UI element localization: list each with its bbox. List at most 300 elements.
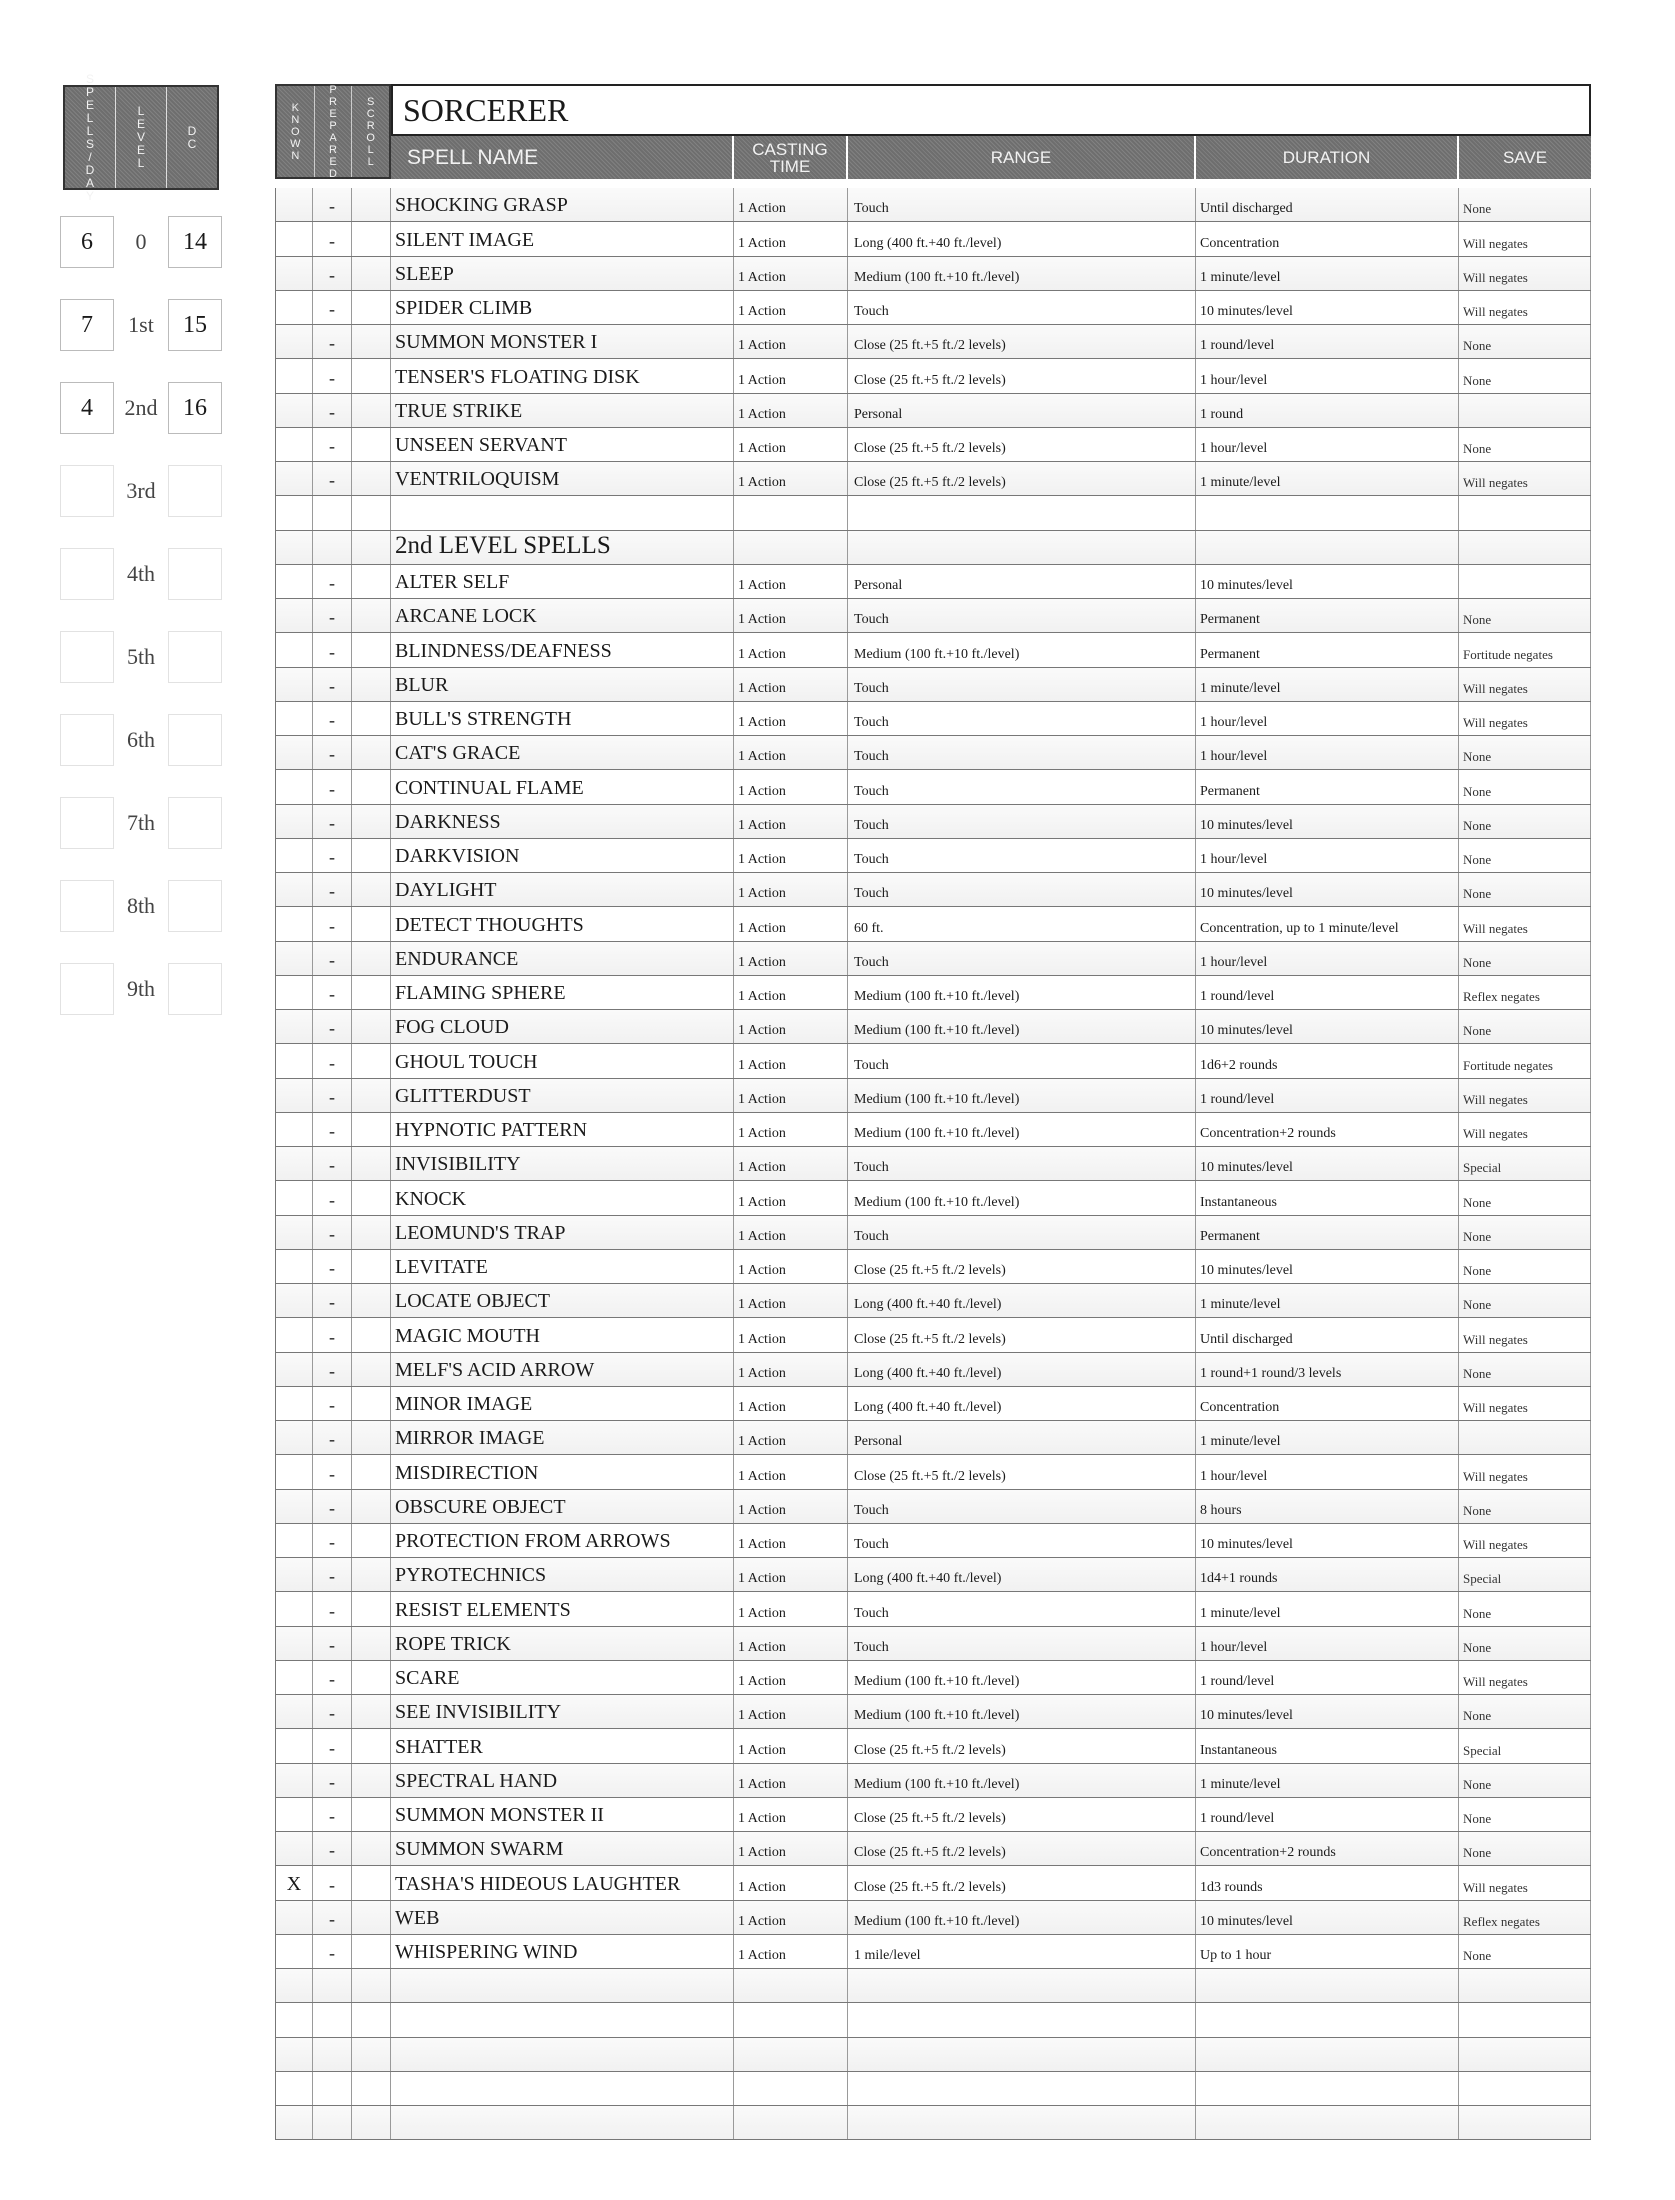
scroll-checkbox[interactable] — [352, 1935, 391, 1968]
casting-time: 1 Action — [734, 976, 848, 1009]
known-checkbox[interactable] — [275, 805, 313, 838]
known-checkbox[interactable] — [275, 770, 313, 803]
known-checkbox[interactable] — [275, 1044, 313, 1077]
spell-row — [275, 1147, 1591, 1181]
spell-duration: Up to 1 hour — [1196, 1935, 1459, 1968]
known-checkbox[interactable] — [275, 257, 313, 290]
scroll-checkbox[interactable] — [352, 1764, 391, 1797]
header-letter: N — [291, 113, 300, 126]
known-checkbox[interactable] — [275, 702, 313, 735]
spell-range: Medium (100 ft.+10 ft./level) — [848, 976, 1196, 1009]
known-checkbox[interactable] — [275, 291, 313, 324]
prepared-checkbox[interactable]: - — [313, 1490, 352, 1523]
spell-duration: 10 minutes/level — [1196, 1250, 1459, 1283]
spell-name: FLAMING SPHERE — [391, 976, 734, 1009]
spell-row — [275, 565, 1591, 599]
scroll-checkbox[interactable] — [352, 188, 391, 221]
scroll-checkbox[interactable] — [352, 394, 391, 427]
scroll-checkbox[interactable] — [352, 1250, 391, 1283]
scroll-checkbox[interactable] — [352, 1387, 391, 1420]
spell-row — [275, 1764, 1591, 1798]
scroll-checkbox[interactable] — [352, 1216, 391, 1249]
prepared-checkbox[interactable]: - — [313, 1661, 352, 1694]
known-checkbox[interactable] — [275, 1558, 313, 1591]
prepared-checkbox[interactable]: - — [313, 1455, 352, 1488]
known-checkbox[interactable] — [275, 599, 313, 632]
prepared-checkbox[interactable]: - — [313, 1147, 352, 1180]
column-header-row — [391, 136, 1591, 179]
scroll-checkbox[interactable] — [352, 531, 391, 564]
spell-level-row — [60, 959, 222, 1019]
saving-throw — [1459, 2106, 1591, 2139]
spell-name: PROTECTION FROM ARROWS — [391, 1524, 734, 1557]
spells-per-day-field[interactable] — [60, 797, 114, 849]
known-checkbox[interactable] — [275, 394, 313, 427]
saving-throw — [1459, 1969, 1591, 2002]
known-checkbox[interactable] — [275, 907, 313, 940]
prepared-checkbox[interactable]: - — [313, 1250, 352, 1283]
spells-per-day-field[interactable] — [60, 714, 114, 766]
known-checkbox[interactable] — [275, 1318, 313, 1351]
saving-throw: None — [1459, 1010, 1591, 1043]
known-checkbox[interactable] — [275, 1353, 313, 1386]
known-checkbox[interactable] — [275, 668, 313, 701]
spell-range: 1 mile/level — [848, 1935, 1196, 1968]
spell-duration: Until discharged — [1196, 188, 1459, 221]
prepared-checkbox[interactable]: - — [313, 736, 352, 769]
saving-throw: None — [1459, 1181, 1591, 1214]
known-checkbox[interactable] — [275, 462, 313, 495]
save-dc-field[interactable]: 16 — [168, 382, 222, 434]
scroll-checkbox[interactable] — [352, 1798, 391, 1831]
prepared-checkbox[interactable]: - — [313, 633, 352, 666]
scroll-checkbox[interactable] — [352, 1592, 391, 1625]
spell-duration: 10 minutes/level — [1196, 291, 1459, 324]
spell-name: BULL'S STRENGTH — [391, 702, 734, 735]
save-dc-field[interactable] — [168, 963, 222, 1015]
spells-per-day-field[interactable] — [60, 631, 114, 683]
prepared-checkbox[interactable]: - — [313, 1010, 352, 1043]
casting-time: 1 Action — [734, 1284, 848, 1317]
known-checkbox[interactable] — [275, 496, 313, 529]
spell-range: Medium (100 ft.+10 ft./level) — [848, 257, 1196, 290]
scroll-checkbox[interactable] — [352, 496, 391, 529]
saving-throw — [1459, 1421, 1591, 1454]
scroll-checkbox[interactable] — [352, 599, 391, 632]
scroll-checkbox[interactable] — [352, 257, 391, 290]
known-checkbox[interactable] — [275, 325, 313, 358]
spell-name — [391, 2038, 734, 2071]
prepared-checkbox[interactable]: - — [313, 565, 352, 598]
known-checkbox[interactable] — [275, 1010, 313, 1043]
known-checkbox[interactable] — [275, 942, 313, 975]
prepared-checkbox[interactable]: - — [313, 1216, 352, 1249]
known-checkbox[interactable] — [275, 873, 313, 906]
known-checkbox[interactable] — [275, 1969, 313, 2002]
spell-row — [275, 2038, 1591, 2072]
spell-duration — [1196, 1969, 1459, 2002]
known-checkbox[interactable] — [275, 1524, 313, 1557]
prepared-checkbox[interactable]: - — [313, 805, 352, 838]
scroll-checkbox[interactable] — [352, 1866, 391, 1899]
scroll-checkbox[interactable] — [352, 839, 391, 872]
casting-time — [734, 496, 848, 529]
spell-range: Long (400 ft.+40 ft./level) — [848, 222, 1196, 255]
scroll-checkbox[interactable] — [352, 1044, 391, 1077]
known-checkbox[interactable] — [275, 1798, 313, 1831]
scroll-checkbox[interactable] — [352, 1524, 391, 1557]
spell-level-label: 3rd — [126, 478, 156, 503]
known-checkbox[interactable] — [275, 2072, 313, 2105]
known-checkbox[interactable] — [275, 839, 313, 872]
prepared-checkbox[interactable]: - — [313, 257, 352, 290]
scroll-checkbox[interactable] — [352, 1627, 391, 1660]
prepared-checkbox[interactable]: - — [313, 1764, 352, 1797]
spell-range: Touch — [848, 668, 1196, 701]
saving-throw: None — [1459, 1284, 1591, 1317]
prepared-checkbox[interactable]: - — [313, 770, 352, 803]
scroll-checkbox[interactable] — [352, 1969, 391, 2002]
spell-range: Personal — [848, 565, 1196, 598]
prepared-checkbox[interactable]: - — [313, 1318, 352, 1351]
saving-throw: Will negates — [1459, 668, 1591, 701]
scroll-checkbox[interactable] — [352, 1832, 391, 1865]
prepared-checkbox[interactable]: - — [313, 188, 352, 221]
prepared-checkbox[interactable]: - — [313, 222, 352, 255]
spell-row — [275, 1558, 1591, 1592]
prepared-checkbox[interactable]: - — [313, 1935, 352, 1968]
prepared-checkbox[interactable]: - — [313, 907, 352, 940]
spell-range: Medium (100 ft.+10 ft./level) — [848, 1695, 1196, 1728]
known-checkbox[interactable] — [275, 1284, 313, 1317]
spell-duration: 1 round/level — [1196, 1798, 1459, 1831]
spell-range — [848, 1969, 1196, 2002]
casting-time: 1 Action — [734, 428, 848, 461]
spell-name: DARKNESS — [391, 805, 734, 838]
scroll-checkbox[interactable] — [352, 1490, 391, 1523]
save-dc-field[interactable] — [168, 465, 222, 517]
scroll-checkbox[interactable] — [352, 2106, 391, 2139]
prepared-checkbox[interactable]: - — [313, 1832, 352, 1865]
spell-range: Close (25 ft.+5 ft./2 levels) — [848, 462, 1196, 495]
spell-duration: 1 hour/level — [1196, 736, 1459, 769]
scroll-checkbox[interactable] — [352, 1284, 391, 1317]
prepared-checkbox[interactable]: - — [313, 1866, 352, 1899]
known-checkbox[interactable] — [275, 1695, 313, 1728]
prepared-checkbox[interactable]: - — [313, 462, 352, 495]
scroll-checkbox[interactable] — [352, 565, 391, 598]
spell-level-label: 9th — [126, 976, 156, 1001]
saving-throw: Reflex negates — [1459, 976, 1591, 1009]
save-dc-field[interactable]: 15 — [168, 299, 222, 351]
scroll-checkbox[interactable] — [352, 291, 391, 324]
scroll-checkbox[interactable] — [352, 1421, 391, 1454]
spell-row — [275, 907, 1591, 941]
scroll-checkbox[interactable] — [352, 2003, 391, 2036]
save-dc-field[interactable] — [168, 548, 222, 600]
known-checkbox[interactable] — [275, 1627, 313, 1660]
known-checkbox[interactable] — [275, 222, 313, 255]
duration-header: DURATION — [1196, 136, 1459, 179]
spell-name — [391, 2003, 734, 2036]
known-checkbox[interactable] — [275, 1387, 313, 1420]
prepared-checkbox[interactable] — [313, 496, 352, 529]
spell-name: SUMMON MONSTER II — [391, 1798, 734, 1831]
prepared-checkbox[interactable]: - — [313, 359, 352, 392]
casting-time: 1 Action — [734, 462, 848, 495]
saving-throw: Will negates — [1459, 1318, 1591, 1351]
prepared-checkbox[interactable]: - — [313, 1284, 352, 1317]
prepared-checkbox[interactable]: - — [313, 1558, 352, 1591]
prepared-checkbox[interactable]: - — [313, 1044, 352, 1077]
prepared-checkbox[interactable]: - — [313, 394, 352, 427]
prepared-checkbox[interactable]: - — [313, 1387, 352, 1420]
spells-per-day-field[interactable] — [60, 465, 114, 517]
prepared-checkbox[interactable]: - — [313, 599, 352, 632]
prepared-checkbox[interactable]: - — [313, 873, 352, 906]
casting-time: 1 Action — [734, 770, 848, 803]
level-header — [116, 87, 167, 188]
scroll-checkbox[interactable] — [352, 1661, 391, 1694]
spells-per-day-field[interactable] — [60, 963, 114, 1015]
spell-range — [848, 2003, 1196, 2036]
spell-range: Touch — [848, 702, 1196, 735]
spell-name: SLEEP — [391, 257, 734, 290]
scroll-checkbox[interactable] — [352, 1010, 391, 1043]
prepared-checkbox[interactable]: - — [313, 1798, 352, 1831]
prepared-checkbox[interactable]: - — [313, 1421, 352, 1454]
scroll-checkbox[interactable] — [352, 873, 391, 906]
scroll-checkbox[interactable] — [352, 702, 391, 735]
prepared-checkbox[interactable] — [313, 2003, 352, 2036]
known-checkbox[interactable] — [275, 1113, 313, 1146]
prepared-checkbox[interactable] — [313, 2106, 352, 2139]
header-letter: L — [86, 110, 94, 125]
spell-name: GHOUL TOUCH — [391, 1044, 734, 1077]
spell-duration: 1 minute/level — [1196, 1284, 1459, 1317]
known-checkbox[interactable] — [275, 1832, 313, 1865]
known-checkbox[interactable] — [275, 1147, 313, 1180]
saving-throw: None — [1459, 1798, 1591, 1831]
header-letter: Y — [85, 188, 94, 203]
saving-throw: None — [1459, 839, 1591, 872]
known-checkbox[interactable] — [275, 565, 313, 598]
scroll-checkbox[interactable] — [352, 2072, 391, 2105]
scroll-checkbox[interactable] — [352, 2038, 391, 2071]
spell-range: Medium (100 ft.+10 ft./level) — [848, 1079, 1196, 1112]
spell-duration: 1 hour/level — [1196, 839, 1459, 872]
spell-name: TENSER'S FLOATING DISK — [391, 359, 734, 392]
prepared-checkbox[interactable]: - — [313, 1524, 352, 1557]
scroll-checkbox[interactable] — [352, 1353, 391, 1386]
spell-name: DETECT THOUGHTS — [391, 907, 734, 940]
scroll-checkbox[interactable] — [352, 1147, 391, 1180]
casting-time: 1 Action — [734, 1010, 848, 1043]
spell-row — [275, 1935, 1591, 1969]
prepared-checkbox[interactable]: - — [313, 1729, 352, 1762]
known-checkbox[interactable] — [275, 428, 313, 461]
prepared-checkbox[interactable]: - — [313, 1695, 352, 1728]
scroll-checkbox[interactable] — [352, 428, 391, 461]
casting-time: 1 Action — [734, 1901, 848, 1934]
scroll-checkbox[interactable] — [352, 1901, 391, 1934]
scroll-checkbox[interactable] — [352, 633, 391, 666]
spell-duration: 10 minutes/level — [1196, 1695, 1459, 1728]
known-checkbox[interactable] — [275, 1592, 313, 1625]
known-checkbox[interactable] — [275, 2003, 313, 2036]
spell-range: Touch — [848, 1216, 1196, 1249]
known-checkbox[interactable] — [275, 1216, 313, 1249]
prepared-checkbox[interactable]: - — [313, 291, 352, 324]
spell-level-label: 1st — [128, 312, 154, 337]
prepared-checkbox[interactable]: - — [313, 1592, 352, 1625]
scroll-header — [352, 86, 389, 177]
saving-throw — [1459, 496, 1591, 529]
scroll-checkbox[interactable] — [352, 1695, 391, 1728]
scroll-checkbox[interactable] — [352, 668, 391, 701]
prepared-checkbox[interactable]: - — [313, 1627, 352, 1660]
prepared-checkbox[interactable] — [313, 531, 352, 564]
save-dc-field[interactable]: 14 — [168, 216, 222, 268]
known-checkbox[interactable] — [275, 976, 313, 1009]
spell-name: VENTRILOQUISM — [391, 462, 734, 495]
prepared-checkbox[interactable] — [313, 2038, 352, 2071]
prepared-checkbox[interactable]: - — [313, 1181, 352, 1214]
spell-range: Touch — [848, 770, 1196, 803]
save-dc-field[interactable] — [168, 714, 222, 766]
scroll-checkbox[interactable] — [352, 1181, 391, 1214]
known-checkbox[interactable] — [275, 633, 313, 666]
prepared-checkbox[interactable]: - — [313, 942, 352, 975]
spells-per-day-field[interactable]: 7 — [60, 299, 114, 351]
spell-name: DARKVISION — [391, 839, 734, 872]
known-checkbox[interactable] — [275, 1490, 313, 1523]
scroll-checkbox[interactable] — [352, 976, 391, 1009]
spell-range: Touch — [848, 291, 1196, 324]
casting-time: 1 Action — [734, 1592, 848, 1625]
casting-time: 1 Action — [734, 257, 848, 290]
spell-duration: 1 minute/level — [1196, 1421, 1459, 1454]
spell-duration: Instantaneous — [1196, 1181, 1459, 1214]
spell-duration: 1 minute/level — [1196, 1764, 1459, 1797]
casting-time: 1 Action — [734, 325, 848, 358]
prepared-checkbox[interactable]: - — [313, 702, 352, 735]
scroll-checkbox[interactable] — [352, 359, 391, 392]
header-letter: N — [291, 149, 300, 162]
prepared-checkbox[interactable]: - — [313, 1113, 352, 1146]
saving-throw: None — [1459, 428, 1591, 461]
spell-range: Touch — [848, 1592, 1196, 1625]
known-checkbox[interactable] — [275, 1250, 313, 1283]
known-checkbox[interactable] — [275, 1901, 313, 1934]
casting-time: 1 Action — [734, 1216, 848, 1249]
spell-name: SILENT IMAGE — [391, 222, 734, 255]
prepared-checkbox[interactable]: - — [313, 325, 352, 358]
spell-level-label: 6th — [126, 727, 156, 752]
saving-throw: Will negates — [1459, 702, 1591, 735]
prepared-checkbox[interactable]: - — [313, 1079, 352, 1112]
save-dc-field[interactable] — [168, 631, 222, 683]
save-dc-field[interactable] — [168, 880, 222, 932]
known-checkbox[interactable] — [275, 1079, 313, 1112]
known-checkbox[interactable] — [275, 531, 313, 564]
known-checkbox[interactable]: X — [275, 1866, 313, 1899]
scroll-checkbox[interactable] — [352, 1079, 391, 1112]
casting-time: 1 Action — [734, 291, 848, 324]
scroll-checkbox[interactable] — [352, 942, 391, 975]
spell-row — [275, 1250, 1591, 1284]
header-letter: E — [136, 117, 145, 131]
known-checkbox[interactable] — [275, 188, 313, 221]
casting-time: 1 Action — [734, 1490, 848, 1523]
scroll-checkbox[interactable] — [352, 736, 391, 769]
spell-name: MISDIRECTION — [391, 1455, 734, 1488]
save-dc-field[interactable] — [168, 797, 222, 849]
known-checkbox[interactable] — [275, 1729, 313, 1762]
spells-per-day-field[interactable]: 4 — [60, 382, 114, 434]
spell-duration: 10 minutes/level — [1196, 1901, 1459, 1934]
scroll-checkbox[interactable] — [352, 1729, 391, 1762]
spell-range: Medium (100 ft.+10 ft./level) — [848, 1181, 1196, 1214]
scroll-checkbox[interactable] — [352, 805, 391, 838]
known-checkbox[interactable] — [275, 1661, 313, 1694]
known-checkbox[interactable] — [275, 1421, 313, 1454]
scroll-checkbox[interactable] — [352, 1318, 391, 1351]
header-letter: S — [85, 71, 94, 86]
spell-row — [275, 1044, 1591, 1078]
known-checkbox[interactable] — [275, 359, 313, 392]
known-checkbox[interactable] — [275, 2106, 313, 2139]
spells-per-day-field[interactable] — [60, 880, 114, 932]
casting-time: 1 Action — [734, 1935, 848, 1968]
scroll-checkbox[interactable] — [352, 1558, 391, 1591]
prepared-checkbox[interactable]: - — [313, 976, 352, 1009]
spell-name: ENDURANCE — [391, 942, 734, 975]
scroll-checkbox[interactable] — [352, 1455, 391, 1488]
scroll-checkbox[interactable] — [352, 907, 391, 940]
scroll-checkbox[interactable] — [352, 222, 391, 255]
prepared-checkbox[interactable]: - — [313, 668, 352, 701]
prepared-checkbox[interactable]: - — [313, 428, 352, 461]
spells-per-day-field[interactable] — [60, 548, 114, 600]
known-checkbox[interactable] — [275, 1455, 313, 1488]
known-checkbox[interactable] — [275, 736, 313, 769]
known-checkbox[interactable] — [275, 1764, 313, 1797]
scroll-checkbox[interactable] — [352, 770, 391, 803]
prepared-checkbox[interactable]: - — [313, 1353, 352, 1386]
spells-per-day-field[interactable]: 6 — [60, 216, 114, 268]
prepared-checkbox[interactable] — [313, 2072, 352, 2105]
prepared-checkbox[interactable]: - — [313, 839, 352, 872]
scroll-checkbox[interactable] — [352, 1113, 391, 1146]
spell-level-row — [60, 544, 222, 604]
header-letter: R — [366, 119, 375, 132]
known-checkbox[interactable] — [275, 1935, 313, 1968]
spell-row — [275, 599, 1591, 633]
known-checkbox[interactable] — [275, 1181, 313, 1214]
prepared-checkbox[interactable] — [313, 1969, 352, 2002]
spell-duration: Until discharged — [1196, 1318, 1459, 1351]
scroll-checkbox[interactable] — [352, 462, 391, 495]
scroll-checkbox[interactable] — [352, 325, 391, 358]
spell-name: SHOCKING GRASP — [391, 188, 734, 221]
known-checkbox[interactable] — [275, 2038, 313, 2071]
spell-row — [275, 188, 1591, 222]
spell-name: BLUR — [391, 668, 734, 701]
spell-range: Touch — [848, 736, 1196, 769]
spell-row — [275, 1387, 1591, 1421]
prepared-checkbox[interactable]: - — [313, 1901, 352, 1934]
